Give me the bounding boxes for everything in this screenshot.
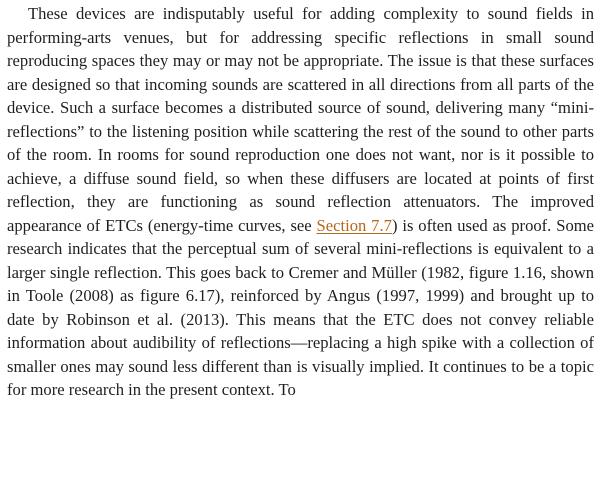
body-paragraph — [7, 2, 594, 402]
paragraph-text-part-1: These devices are indisputably useful for adding complexity to sound fields in performing-arts venues, but for addressing specific reflections in small sound reproducing spaces they may or may not be appropriate. The issue is that these surfaces are designed so that incoming sounds are scattered in all directions from all parts of the device. Such a surface becomes a distributed source of sound, delivering many “mini-reflections” to the listening position while scattering the rest of the sound to other parts of the room. In rooms for sound reproduction one does not want, nor is it possible to achieve, a diffuse sound field, so when these diffusers are located at points of first reflection, they are functioning as sound reflection attenuators. The improved appearance of ETCs (energy-time curves, see — [7, 4, 594, 235]
paragraph-text-part-2: ) is often used as proof. Some research indicates that the perceptual sum of several mini-reflections is equivalent to a larger single reflection. This goes back to Cremer and Müller (1982, figure 1.16, shown in Toole (2008) as figure 6.17), reinforced by Angus (1997, 1999) and brought up to date by Robinson et al. (2013). This means that the ETC does not convey reliable information about audibility of reflections—replacing a high spike with a collection of smaller ones may sound less different than is visually implied. It continues to be a topic for more research in the present context. To — [7, 215, 595, 399]
section-7-7-link[interactable]: Section 7.7 — [316, 215, 392, 235]
